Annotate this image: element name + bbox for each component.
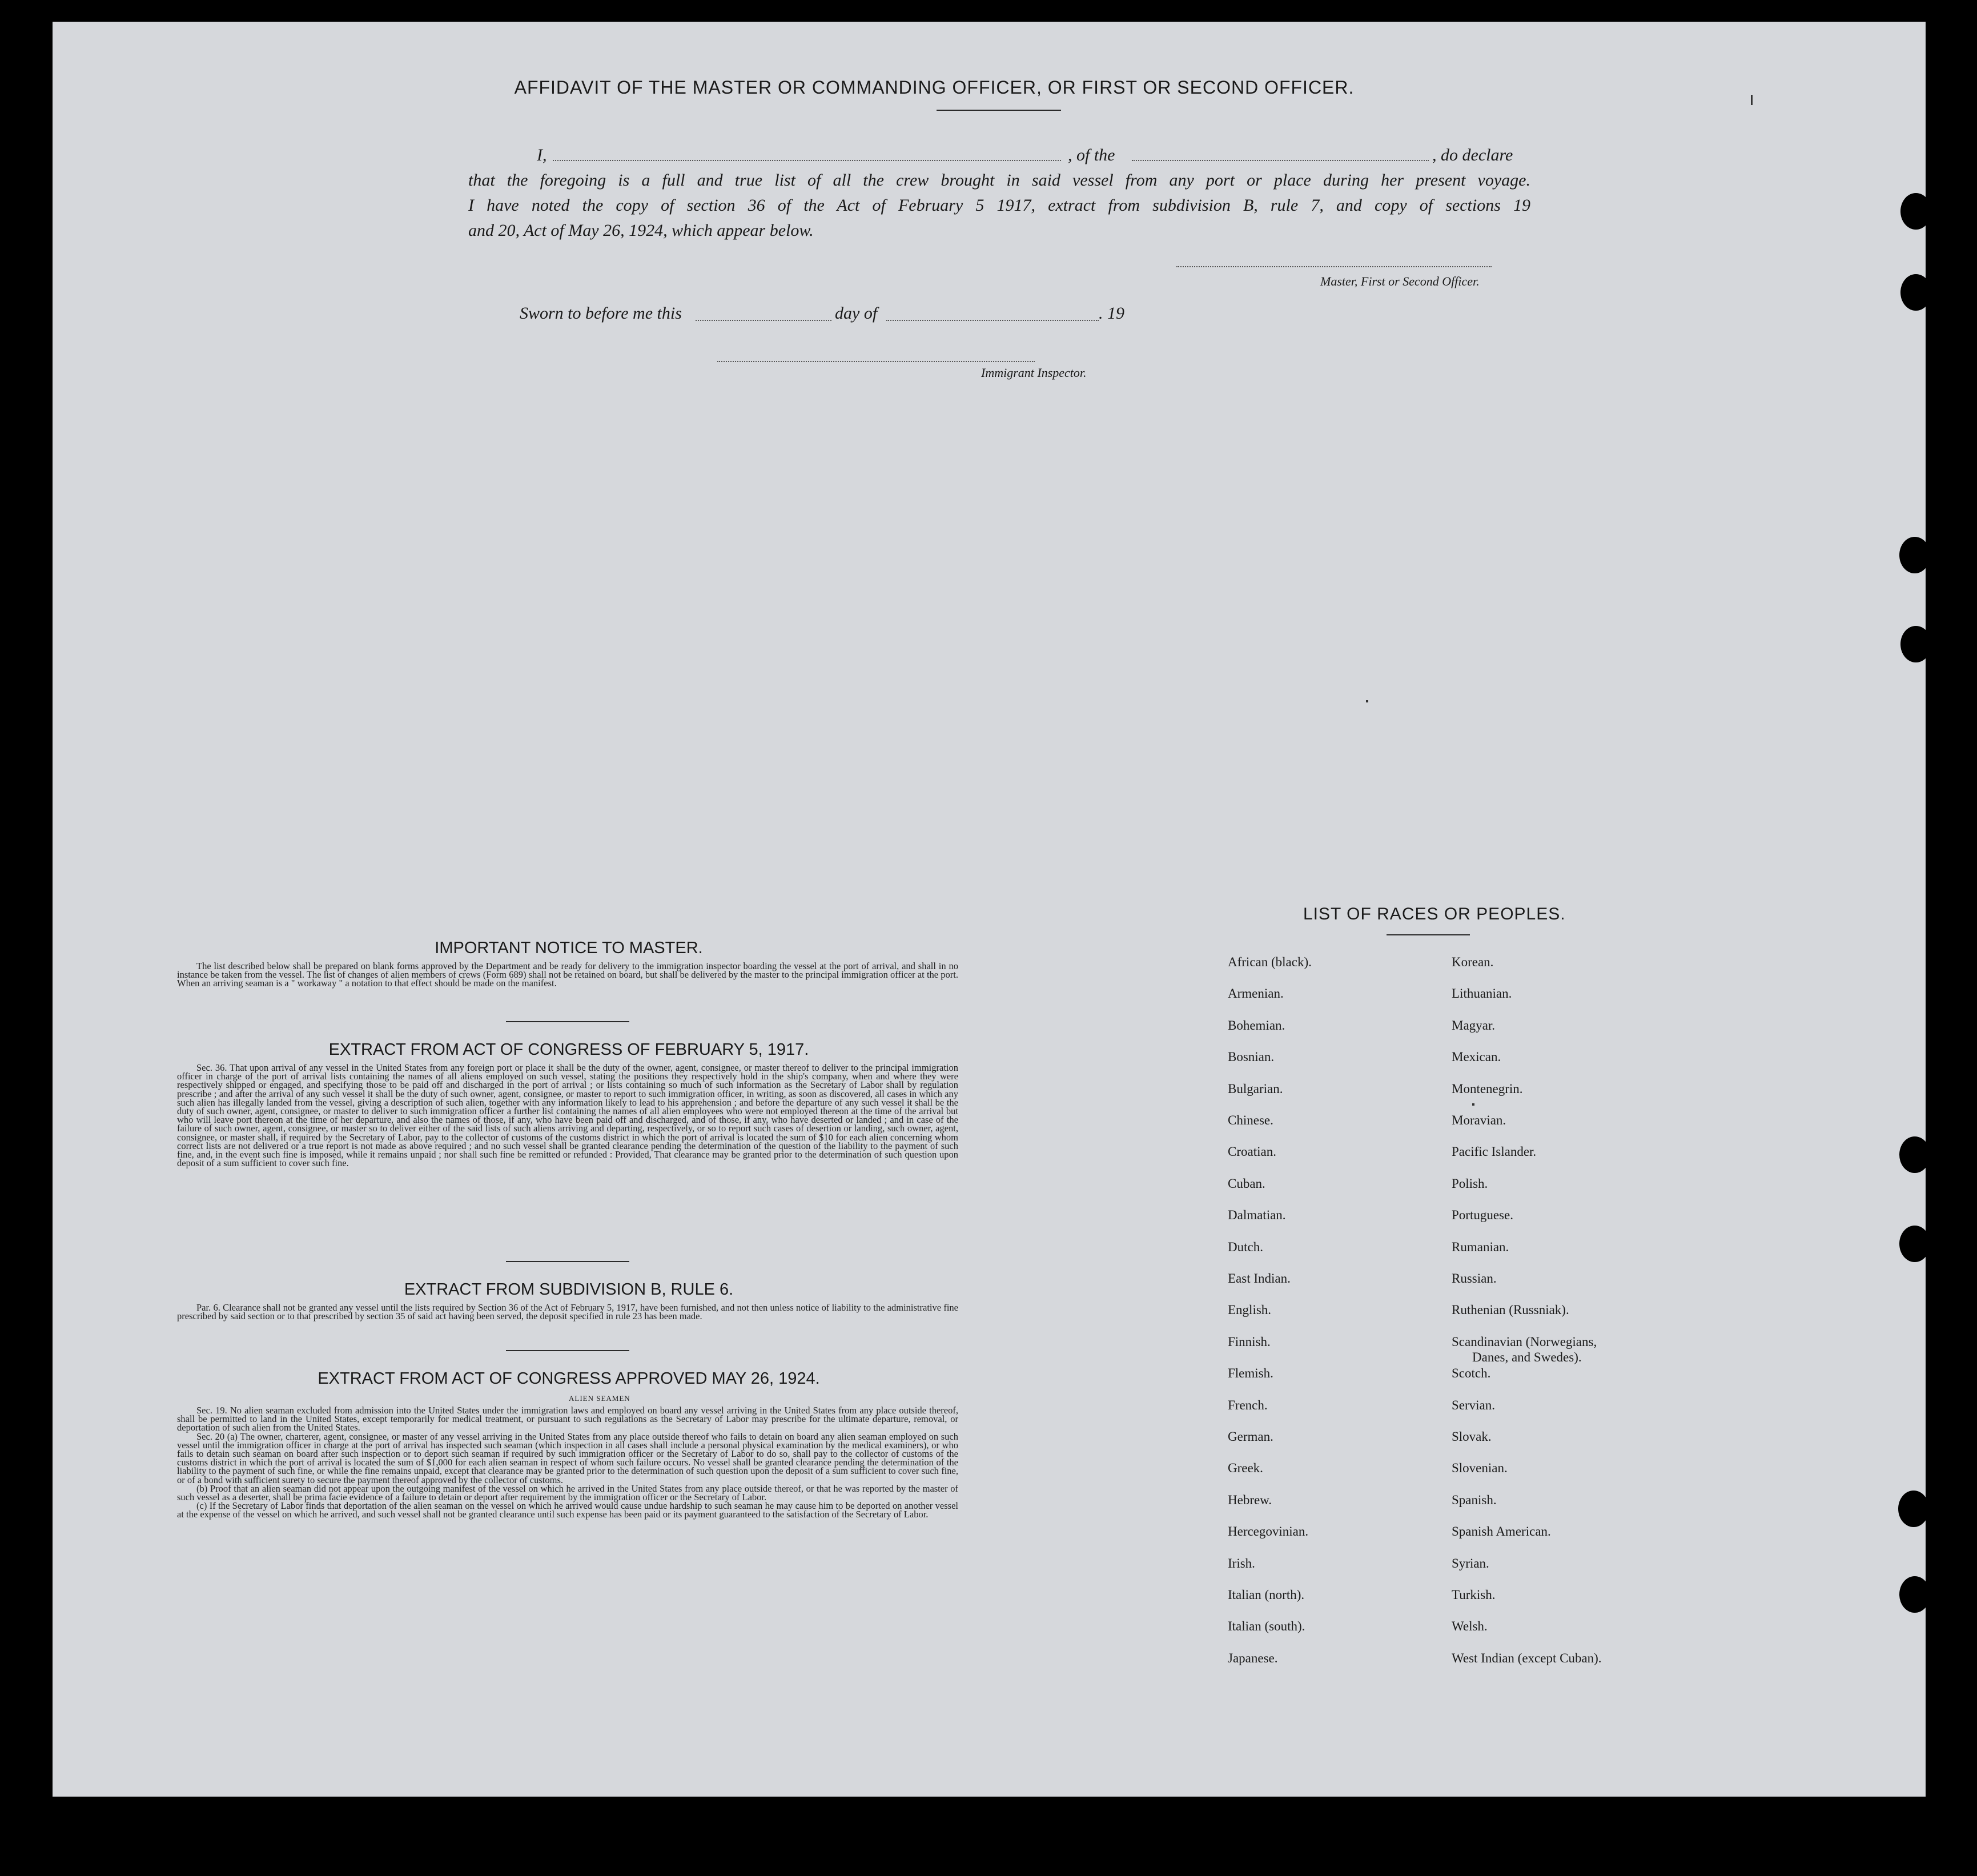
inspector-signature-line (717, 361, 1035, 362)
race-item: Dalmatian. (1228, 1208, 1286, 1223)
extract-1917-body (177, 1063, 958, 1167)
race-item: Finnish. (1228, 1334, 1271, 1349)
sworn-day-blank (696, 320, 831, 321)
notice-heading: IMPORTANT NOTICE TO MASTER. (435, 939, 703, 957)
affidavit-do-declare: , do declare (1432, 146, 1513, 164)
race-item: Turkish. (1452, 1588, 1496, 1602)
affidavit-i-label: I, (537, 146, 547, 164)
sworn-year: . 19 (1099, 304, 1124, 323)
race-item: Chinese. (1228, 1113, 1273, 1127)
sec-20b-paragraph: (b) Proof that an alien seaman did not appear upon the outgoing manifest of the vessel on which he arrived in the United States from any place outside thereof, or that he was reported by the master of such vessel as a deserter, shall be prima facie evidence of a failure to detain or deport after requirement by the immigration officer or the Secretary of Labor. (177, 1483, 958, 1503)
divider (506, 1021, 629, 1022)
sec-20a-paragraph: Sec. 20 (a) The owner, charterer, agent, consignee, or master of any vessel arriving in the United States from any place outside thereof who fails to detain on board any alien seaman employed on such vessel until the immigration officer in charge at the port of arrival has inspected such seaman (which inspection in all cases shall include a personal physical examination by the medical examiners), or who fails to detain such seaman on board after such inspection or to deport such seaman if required by such immigration officer or the Secretary of Labor to do so, shall pay to the collector of customs of the customs district in which the port of arrival is located the sum of $1,000 for each alien seaman in respect of whom such failure occurs. No vessel shall be granted clearance pending the determination of the liability to the payment of such fine, or while the fine remains unpaid, except that clearance may be granted prior to the determination of such question upon the deposit of a sum sufficient to cover such fine, or of a bond with sufficient surety to secure the payment thereof approved by the collector of customs. (177, 1431, 958, 1485)
race-item: Pacific Islander. (1452, 1144, 1537, 1159)
inspector-caption: Immigrant Inspector. (981, 365, 1087, 380)
binder-hole (1900, 193, 1931, 230)
race-item: Welsh. (1452, 1619, 1488, 1634)
subdivision-heading: EXTRACT FROM SUBDIVISION B, RULE 6. (404, 1280, 734, 1299)
race-item: Greek. (1228, 1461, 1263, 1476)
subdivision-body (177, 1303, 958, 1320)
race-item: Spanish American. (1452, 1524, 1551, 1539)
alien-seamen-subheading: ALIEN SEAMEN (569, 1394, 630, 1403)
race-item: Rumanian. (1452, 1239, 1509, 1254)
race-item: Armenian. (1228, 986, 1284, 1001)
races-heading: LIST OF RACES OR PEOPLES. (1303, 905, 1566, 923)
race-item: Hebrew. (1228, 1492, 1272, 1507)
affidavit-line-3: I have noted the copy of section 36 of the Act of February 5 1917, extract from subdivision B, rule 7, and copy of sections 19 (468, 196, 1530, 215)
binder-hole (1899, 1226, 1930, 1262)
vessel-blank (1132, 160, 1429, 161)
race-item: Scotch. (1452, 1366, 1491, 1381)
sec-19-paragraph: Sec. 19. No alien seaman excluded from admission into the United States under the immigration laws and employed on board any vessel arriving in the United States from any place outside thereof, shall be permitted to land in the United States, except temporarily for medical treatment, or pursuant to such regulations as the Secretary of Labor may prescribe for the ultimate departure, removal, or deportation of such alien from the United States. (177, 1405, 958, 1433)
race-item: German. (1228, 1429, 1273, 1444)
race-item: Russian. (1452, 1271, 1497, 1286)
extract-1924-heading: EXTRACT FROM ACT OF CONGRESS APPROVED MAY 26, 1924. (318, 1369, 820, 1388)
race-item: African (black). (1228, 955, 1312, 969)
extract-1917-heading: EXTRACT FROM ACT OF CONGRESS OF FEBRUARY 5, 1917. (328, 1041, 809, 1059)
race-item: Slovenian. (1452, 1461, 1508, 1476)
extract-1917-paragraph: Sec. 36. That upon arrival of any vessel in the United States from any foreign port or place it shall be the duty of the owner, agent, consignee, or master thereof to deliver to the principal immigration officer in charge of the port of arrival lists containing the names of all aliens employed on such vessel, stating the positions they respectively hold in the ship's company, when and where they were respectively shipped or engaged, and specifying those to be paid off and discharged in the port of arrival ; or lists containing so much of such information as the Secretary of Labor shall by regulation prescribe ; and after the arrival of any such vessel it shall be the duty of such owner, agent, consignee, or master to report to such immigration officer, in writing, as soon as discovered, all cases in which any such alien has illegally landed from the vessel, giving a description of such alien, together with any information likely to lead to his apprehension ; and before the departure of any such vessel it shall be the duty of such owner, agent, consignee, or master to deliver to such immigration officer a further list containing the names of all alien employees who were not employed thereon at the time of the arrival but who will leave port thereon at the time of her departure, and also the names of those, if any, who have been paid off and discharged, and of those, if any, who have deserted or landed ; and in case of the failure of such owner, agent, consignee, or master so to deliver either of the said lists of such aliens arriving and departing, respectively, or so to report such cases of desertion or landing, such owner, agent, consignee, or master shall, if required by the Secretary of Labor, pay to the collector of customs of the customs district in which the port of arrival is located the sum of $10 for each alien concerning whom correct lists are not delivered or a true report is not made as above required ; and no such vessel shall be granted clearance pending the determination of the question of the liability to the payment of such fine, and, in the event such fine is imposed, while it remains unpaid ; nor shall such fine be remitted or refunded : Provided, That clearance may be granted prior to the determination of such question upon deposit of a sum sufficient to cover such fine. (177, 1062, 958, 1169)
race-scandinavian-continued: Danes, and Swedes). (1472, 1350, 1582, 1364)
affidavit-line-2: that the foregoing is a full and true list of all the crew brought in said vessel from any port or place during her present voyage. (468, 171, 1530, 190)
binder-hole (1899, 1576, 1930, 1613)
race-item: East Indian. (1228, 1271, 1291, 1286)
signature-line (1176, 266, 1492, 267)
signature-caption: Master, First or Second Officer. (1320, 274, 1480, 288)
race-item: West Indian (except Cuban). (1452, 1650, 1602, 1665)
race-item: Cuban. (1228, 1176, 1265, 1191)
race-item: Slovak. (1452, 1429, 1492, 1444)
binder-hole (1900, 274, 1931, 311)
speck (1751, 95, 1753, 105)
binder-hole (1899, 537, 1930, 573)
affidavit-line-4: and 20, Act of May 26, 1924, which appear below. (468, 221, 814, 240)
race-item: Bosnian. (1228, 1050, 1275, 1064)
binder-hole (1898, 1491, 1929, 1527)
race-item: French. (1228, 1397, 1268, 1412)
race-item: Irish. (1228, 1556, 1255, 1570)
notice-body (177, 962, 958, 988)
race-item: Polish. (1452, 1176, 1488, 1191)
race-item: Hercegovinian. (1228, 1524, 1309, 1539)
race-item: Croatian. (1228, 1144, 1276, 1159)
speck (1472, 1103, 1474, 1106)
race-item: Italian (south). (1228, 1619, 1305, 1634)
race-item: Mexican. (1452, 1050, 1501, 1064)
race-item: Bulgarian. (1228, 1081, 1283, 1096)
race-item: Syrian. (1452, 1556, 1489, 1570)
sworn-month-blank (886, 320, 1099, 321)
race-item: Ruthenian (Russniak). (1452, 1303, 1569, 1317)
race-item: Scandinavian (Norwegians, (1452, 1334, 1597, 1349)
race-item: Montenegrin. (1452, 1081, 1523, 1096)
binder-hole (1899, 1136, 1930, 1173)
race-item: Lithuanian. (1452, 986, 1512, 1001)
divider (506, 1261, 629, 1262)
affidavit-heading: AFFIDAVIT OF THE MASTER OR COMMANDING OFFICER, OR FIRST OR SECOND OFFICER. (514, 77, 1355, 98)
race-item: Italian (north). (1228, 1588, 1305, 1602)
race-item: Spanish. (1452, 1492, 1497, 1507)
sworn-label: Sworn to before me this (520, 304, 682, 323)
divider (1387, 934, 1470, 935)
race-item: Servian. (1452, 1397, 1496, 1412)
race-item: Korean. (1452, 955, 1494, 969)
document-sheet (53, 22, 1926, 1797)
speck (1366, 700, 1368, 702)
name-blank (553, 160, 1061, 161)
affidavit-declaration (468, 143, 1530, 243)
sec-20c-paragraph: (c) If the Secretary of Labor finds that deportation of the alien seaman on the vessel on which he arrived would cause undue hardship to such seaman he may cause him to be deported on another vessel at the expense of the vessel on which he arrived, and such vessel shall not be granted clearance until such expense has been paid or its payment guaranteed to the satisfaction of the Secretary of Labor. (177, 1500, 958, 1520)
affidavit-of-the: , of the (1068, 146, 1115, 164)
race-item: Moravian. (1452, 1113, 1506, 1127)
notice-paragraph: The list described below shall be prepared on blank forms approved by the Department and be ready for delivery to the immigration inspector boarding the vessel at the port of arrival, and shall in no instance be taken from the vessel. The list of changes of alien members of crews (Form 689) shall not be retained on board, but shall be delivered by the master to the principal immigration officer at the port. When an arriving seaman is a " workaway " a notation to that effect should be made on the manifest. (177, 961, 958, 989)
race-item: Flemish. (1228, 1366, 1273, 1381)
divider (506, 1350, 629, 1351)
race-item: Dutch. (1228, 1239, 1263, 1254)
race-item: Portuguese. (1452, 1208, 1513, 1223)
race-item: Magyar. (1452, 1018, 1496, 1033)
extract-1924-body (177, 1406, 958, 1519)
race-item: Bohemian. (1228, 1018, 1285, 1033)
divider (937, 110, 1061, 111)
subdivision-paragraph: Par. 6. Clearance shall not be granted any vessel until the lists required by Section 36 of the Act of February 5, 1917, have been furnished, and not then unless notice of liability to the administrative fine prescribed by said section or to that prescribed by section 35 of said act having been served, the deposit specified in rule 23 has been made. (177, 1302, 958, 1322)
race-item: English. (1228, 1303, 1272, 1317)
sworn-day-of: day of (835, 304, 878, 323)
race-item: Japanese. (1228, 1650, 1278, 1665)
binder-hole (1900, 626, 1931, 662)
